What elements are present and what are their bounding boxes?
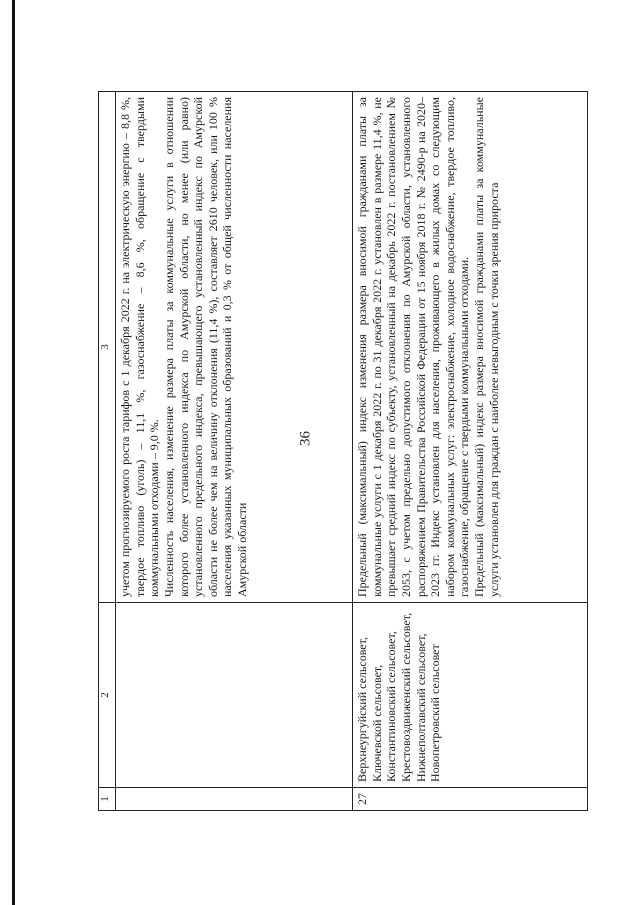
left-margin-rule <box>12 0 15 905</box>
municipalities-cell <box>116 603 353 788</box>
document-table <box>98 91 588 811</box>
description-paragraph: учетом прогнозируемого роста тарифов с 1 декабря 2022 г. на электрическую энергию – 8,8 %, твердое топливо (уголь) – 11,1 %, газоснабжение – 8,6 %, обращение с твердыми коммунальными отходами – 9,0 %. <box>118 97 162 597</box>
description-cell <box>116 92 353 603</box>
description-paragraph: Предельный (максимальный) индекс изменения размера вносимой гражданами платы за коммунальные услуги с 1 декабря 2022 г. по 31 декабря 2022 г. установлен в размере 11,4 %, не превышает средний индекс по субъекту, установленный на декабрь 2022 г. постановлением № 2053, с учетом предельно допустимого отклонения по Амурской области, установленного распоряжением Правительства Российской Федерации от 15 ноября 2018 г. № 2490-р на 2020–2023 гг. Индекс установлен для населения, проживающего в жилых домах со следующим набором коммунальных услуг: электроснабжение, холодное водоснабжение, твердое топливо, газоснабжение, обращение с твердыми коммунальными отходами. <box>355 97 472 597</box>
municipalities-cell: Верхнеургуйский сельсовет, Ключевской сельсовет, Константиновский сельсовет, Крестовоздвиженский сельсовет, Нижнеполтавский сельсовет, Новопетровский сельсовет <box>353 603 588 788</box>
description-paragraph: Предельный (максимальный) индекс размера вносимой гражданами платы за коммунальные услуги установлен для граждан с наиболее невыгодным с точки зрения прироста <box>472 97 501 597</box>
header-col-2: 2 <box>99 603 116 788</box>
description-paragraph: Численность населения, изменение размера платы за коммунальные услуги в отношении которого более установленного индекса по Амурской области, но менее (или равно) установленного предельного индекса, превышающего установленный индекс по Амурской области не более чем на величину отклонения (11,4 %), составляет 2610 человек, или 100 % населения указанных муниципальных образований и 0,3 % от общей численности населения Амурской области <box>161 97 249 597</box>
row-number: 27 <box>353 788 588 811</box>
table-row <box>353 92 588 811</box>
description-cell <box>353 92 588 603</box>
table-header-row <box>99 92 116 811</box>
header-col-3: 3 <box>99 92 116 603</box>
row-number <box>116 788 353 811</box>
header-col-1: 1 <box>99 788 116 811</box>
rotated-table-page <box>98 91 583 811</box>
table-row <box>116 92 353 811</box>
page-number: 36 <box>297 431 314 446</box>
